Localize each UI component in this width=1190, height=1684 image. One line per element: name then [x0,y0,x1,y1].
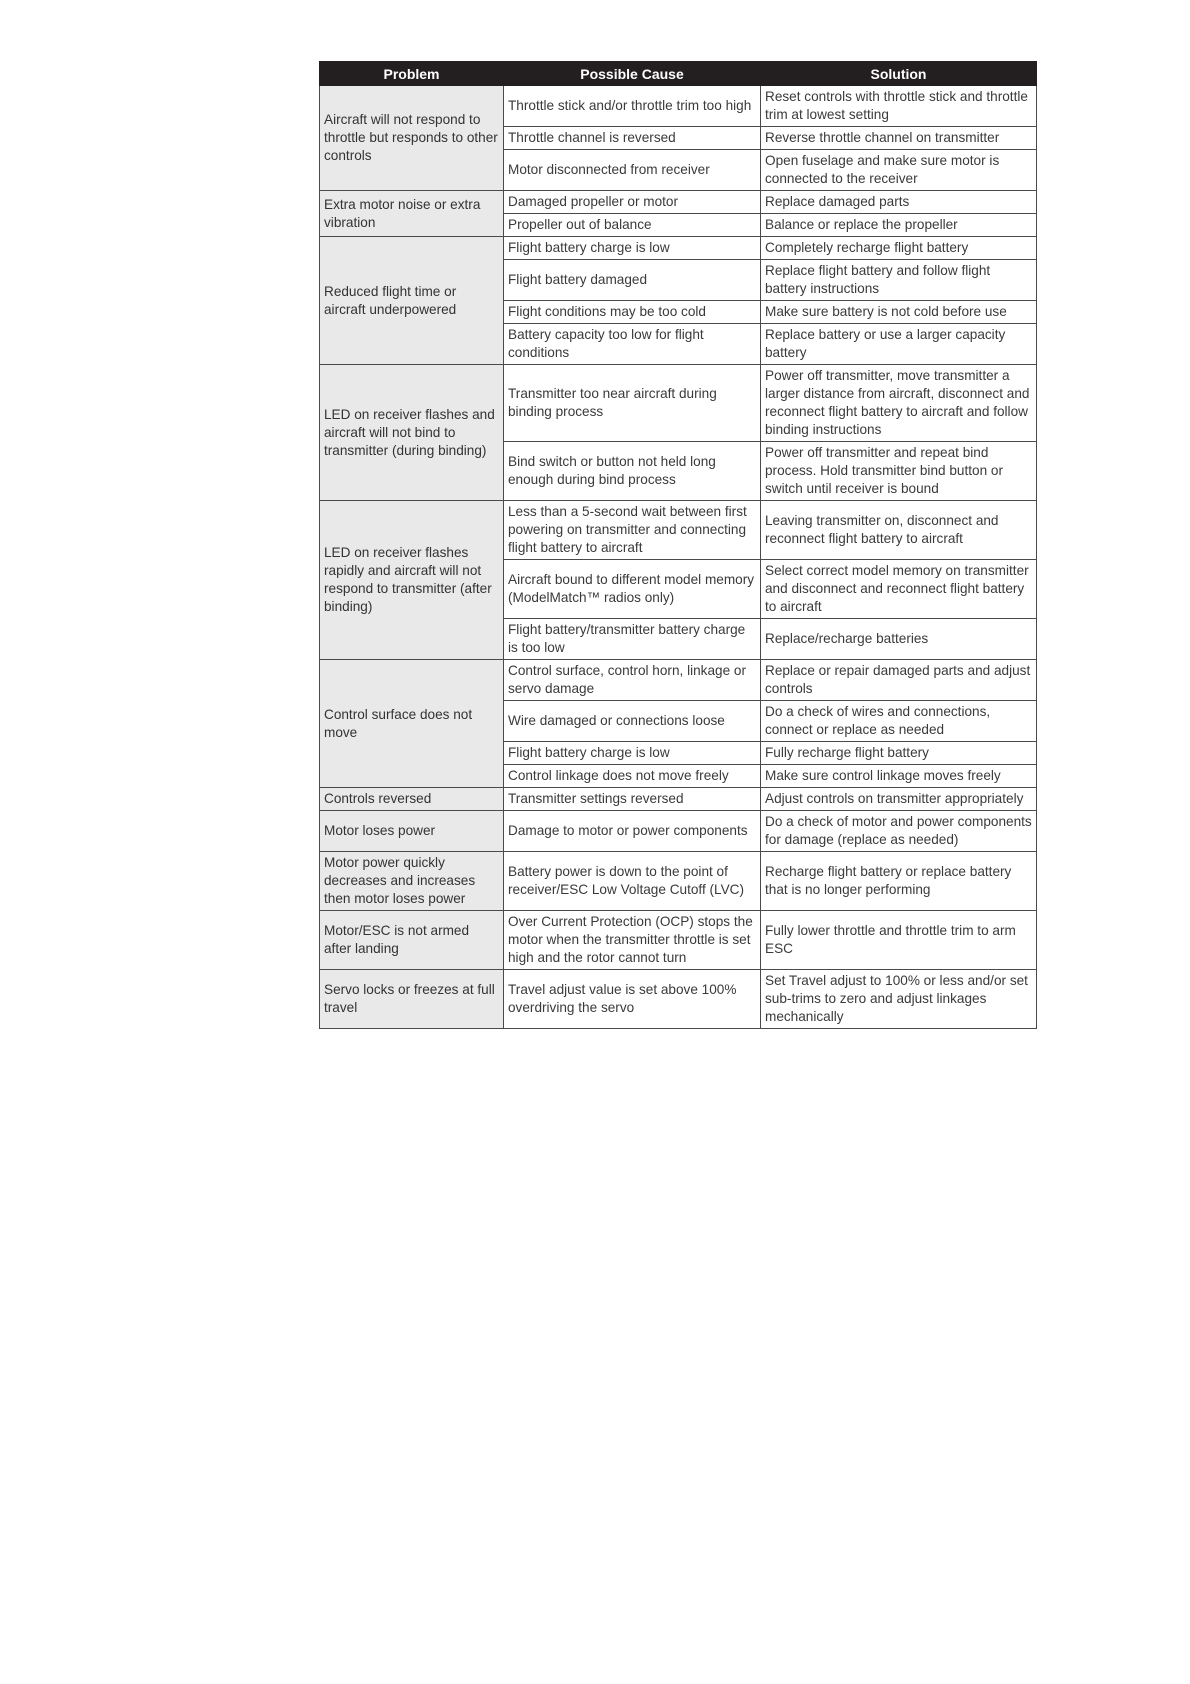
problem-cell: Aircraft will not respond to throttle but responds to other controls [320,86,504,191]
solution-cell: Power off transmitter and repeat bind process. Hold transmitter bind button or switch until receiver is bound [761,442,1037,501]
cause-cell: Battery power is down to the point of receiver/ESC Low Voltage Cutoff (LVC) [504,852,761,911]
cause-cell: Bind switch or button not held long enough during bind process [504,442,761,501]
cause-cell: Transmitter settings reversed [504,788,761,811]
problem-cell: Motor power quickly decreases and increases then motor loses power [320,852,504,911]
solution-cell: Replace damaged parts [761,191,1037,214]
problem-cell: Control surface does not move [320,660,504,788]
solution-cell: Reset controls with throttle stick and throttle trim at lowest setting [761,86,1037,127]
problem-cell: Servo locks or freezes at full travel [320,970,504,1029]
table-row [320,237,1037,260]
cause-cell: Control surface, control horn, linkage or servo damage [504,660,761,701]
table-row [320,811,1037,852]
header-solution: Solution [761,62,1037,86]
cause-cell: Aircraft bound to different model memory (ModelMatch™ radios only) [504,560,761,619]
table-row [320,852,1037,911]
solution-cell: Power off transmitter, move transmitter a larger distance from aircraft, disconnect and reconnect flight battery to aircraft and follow binding instructions [761,365,1037,442]
cause-cell: Flight battery charge is low [504,237,761,260]
solution-cell: Replace or repair damaged parts and adjust controls [761,660,1037,701]
problem-cell: Controls reversed [320,788,504,811]
cause-cell: Wire damaged or connections loose [504,701,761,742]
solution-cell: Make sure battery is not cold before use [761,301,1037,324]
cause-cell: Less than a 5-second wait between first powering on transmitter and connecting flight battery to aircraft [504,501,761,560]
problem-cell: LED on receiver flashes rapidly and aircraft will not respond to transmitter (after binding) [320,501,504,660]
solution-cell: Fully lower throttle and throttle trim to arm ESC [761,911,1037,970]
cause-cell: Damage to motor or power components [504,811,761,852]
table-header [320,62,1037,86]
table-row [320,788,1037,811]
table-row [320,970,1037,1029]
cause-cell: Throttle stick and/or throttle trim too high [504,86,761,127]
table-row [320,365,1037,442]
solution-cell: Recharge flight battery or replace battery that is no longer performing [761,852,1037,911]
table-row [320,660,1037,701]
table-row [320,86,1037,127]
solution-cell: Replace/recharge batteries [761,619,1037,660]
cause-cell: Flight battery damaged [504,260,761,301]
cause-cell: Flight conditions may be too cold [504,301,761,324]
solution-cell: Select correct model memory on transmitter and disconnect and reconnect flight battery to aircraft [761,560,1037,619]
solution-cell: Replace flight battery and follow flight battery instructions [761,260,1037,301]
solution-cell: Replace battery or use a larger capacity battery [761,324,1037,365]
header-possible-cause: Possible Cause [504,62,761,86]
solution-cell: Do a check of motor and power components for damage (replace as needed) [761,811,1037,852]
cause-cell: Flight battery/transmitter battery charge is too low [504,619,761,660]
cause-cell: Flight battery charge is low [504,742,761,765]
solution-cell: Leaving transmitter on, disconnect and reconnect flight battery to aircraft [761,501,1037,560]
solution-cell: Set Travel adjust to 100% or less and/or set sub-trims to zero and adjust linkages mechanically [761,970,1037,1029]
cause-cell: Motor disconnected from receiver [504,150,761,191]
solution-cell: Completely recharge flight battery [761,237,1037,260]
problem-cell: Motor/ESC is not armed after landing [320,911,504,970]
cause-cell: Propeller out of balance [504,214,761,237]
table-row [320,911,1037,970]
solution-cell: Make sure control linkage moves freely [761,765,1037,788]
solution-cell: Do a check of wires and connections, connect or replace as needed [761,701,1037,742]
cause-cell: Throttle channel is reversed [504,127,761,150]
problem-cell: Motor loses power [320,811,504,852]
table-row [320,501,1037,560]
header-problem: Problem [320,62,504,86]
solution-cell: Open fuselage and make sure motor is connected to the receiver [761,150,1037,191]
cause-cell: Transmitter too near aircraft during binding process [504,365,761,442]
solution-cell: Reverse throttle channel on transmitter [761,127,1037,150]
solution-cell: Adjust controls on transmitter appropriately [761,788,1037,811]
cause-cell: Over Current Protection (OCP) stops the motor when the transmitter throttle is set high and the rotor cannot turn [504,911,761,970]
cause-cell: Damaged propeller or motor [504,191,761,214]
cause-cell: Battery capacity too low for flight conditions [504,324,761,365]
table-row [320,191,1037,214]
header-row [320,62,1037,86]
problem-cell: LED on receiver flashes and aircraft will not bind to transmitter (during binding) [320,365,504,501]
table-body [320,86,1037,1029]
solution-cell: Fully recharge flight battery [761,742,1037,765]
solution-cell: Balance or replace the propeller [761,214,1037,237]
cause-cell: Control linkage does not move freely [504,765,761,788]
troubleshooting-table [319,61,1037,1029]
problem-cell: Reduced flight time or aircraft underpowered [320,237,504,365]
problem-cell: Extra motor noise or extra vibration [320,191,504,237]
cause-cell: Travel adjust value is set above 100% overdriving the servo [504,970,761,1029]
